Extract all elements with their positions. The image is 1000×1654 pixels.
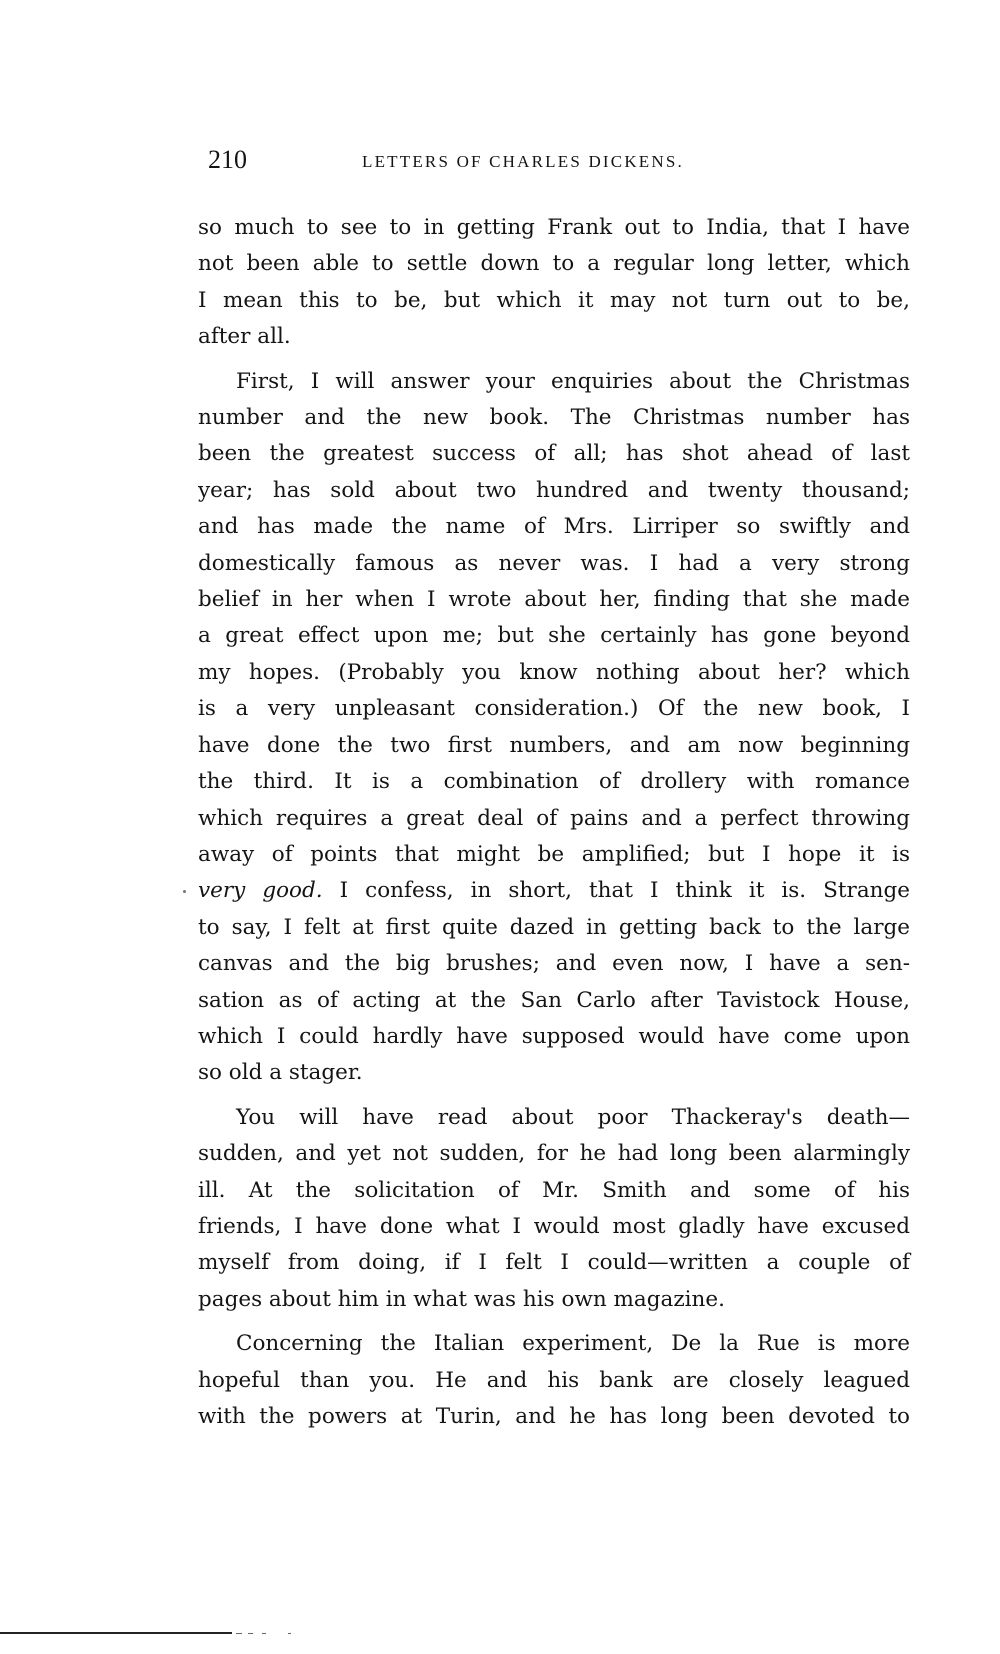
text-line: ill. At the solicitation of Mr. Smith and some of his [198, 1177, 910, 1203]
text-line: away of points that might be amplified; but I hope it is [198, 841, 910, 867]
text-line [198, 873, 910, 909]
text-line: year; has sold about two hundred and twenty thousand; [198, 477, 910, 503]
text-line: after all. [198, 324, 291, 350]
bottom-edge-dash [288, 1633, 291, 1634]
text-line: I mean this to be, but which it may not turn out to be, [198, 287, 910, 313]
text-line: to say, I felt at first quite dazed in getting back to the large [198, 914, 910, 940]
letter-body [198, 210, 910, 1443]
text-line: sudden, and yet not sudden, for he had long been alarmingly [198, 1141, 910, 1167]
text-line: hopeful than you. He and his bank are closely leagued [198, 1367, 910, 1393]
text-line: Concerning the Italian experiment, De la Rue is more [236, 1331, 910, 1357]
text-line: my hopes. (Probably you know nothing about her? which [198, 659, 910, 685]
text-line: You will have read about poor Thackeray's death— [236, 1104, 910, 1130]
text-line: myself from doing, if I felt I could—written a couple of [198, 1250, 910, 1276]
text-line: been the greatest success of all; has shot ahead of last [198, 441, 910, 467]
text-line: First, I will answer your enquiries about the Christmas [236, 368, 910, 394]
text-line: pages about him in what was his own magazine. [198, 1286, 725, 1312]
paragraph-3 [198, 1100, 910, 1318]
text-line: sation as of acting at the San Carlo after Tavistock House, [198, 987, 910, 1013]
text-line: a great effect upon me; but she certainly has gone beyond [198, 623, 910, 649]
paragraph-1 [198, 210, 910, 356]
text-line: and has made the name of Mrs. Lirriper so swiftly and [198, 514, 910, 540]
text-line: the third. It is a combination of drollery with romance [198, 769, 910, 795]
bottom-edge-dash [262, 1633, 266, 1634]
margin-mark [183, 890, 186, 893]
text-line: so much to see to in getting Frank out to India, that I have [198, 215, 910, 240]
running-head: LETTERS OF CHARLES DICKENS. [362, 152, 684, 171]
text-line: have done the two first numbers, and am now beginning [198, 732, 910, 758]
paragraph-2 [198, 364, 910, 1092]
text-line: number and the new book. The Christmas number has [198, 405, 910, 431]
page-header [208, 145, 918, 185]
text-line: belief in her when I wrote about her, finding that she made [198, 587, 910, 613]
text-line: canvas and the big brushes; and even now, I have a sen- [198, 951, 910, 977]
emphasized-phrase: very good. [198, 878, 323, 904]
paragraph-4 [198, 1326, 910, 1435]
text-line: domestically famous as never was. I had a very strong [198, 550, 910, 576]
bottom-edge-dash [248, 1633, 253, 1634]
bottom-edge-rule [0, 1632, 232, 1634]
text-line: with the powers at Turin, and he has long been devoted to [198, 1404, 910, 1429]
text-line: is a very unpleasant consideration.) Of the new book, I [198, 696, 910, 722]
text-line: which I could hardly have supposed would have come upon [198, 1023, 910, 1049]
bottom-edge-dash [236, 1633, 242, 1634]
text-line: friends, I have done what I would most gladly have excused [198, 1213, 910, 1239]
text-line-rest: I confess, in short, that I think it is. Strange [322, 878, 910, 904]
text-line: not been able to settle down to a regular long letter, which [198, 251, 910, 277]
text-line: so old a stager. [198, 1060, 363, 1086]
page-number: 210 [208, 145, 247, 174]
text-line: which requires a great deal of pains and a perfect throwing [198, 805, 910, 831]
